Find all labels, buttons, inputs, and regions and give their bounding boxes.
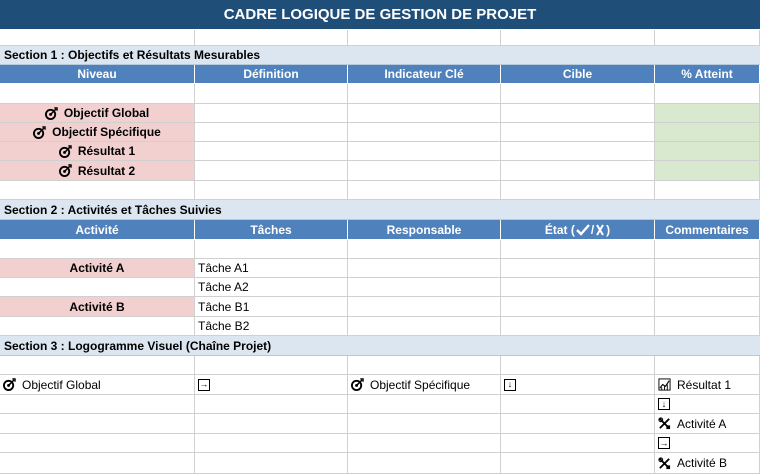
blank-row: [0, 30, 760, 46]
target-icon: [3, 378, 16, 391]
niveau-label: Objectif Spécifique: [52, 125, 161, 139]
section-1-title: Section 1 : Objectifs et Résultats Mesurables: [0, 46, 760, 65]
cell[interactable]: [348, 317, 501, 336]
cell[interactable]: [0, 240, 195, 259]
cell[interactable]: [0, 30, 195, 46]
cell[interactable]: [348, 30, 501, 46]
blank-row: [0, 181, 760, 200]
cell[interactable]: [195, 356, 348, 375]
logogram-row: [0, 375, 760, 395]
cross-icon: [595, 224, 605, 236]
cell[interactable]: [0, 356, 195, 375]
cell[interactable]: [195, 142, 348, 161]
logogram-activite-a[interactable]: [655, 414, 760, 434]
section-3-title: Section 3 : Logogramme Visuel (Chaîne Projet): [0, 336, 760, 356]
cell[interactable]: [0, 434, 195, 453]
cell[interactable]: [0, 317, 195, 336]
logogram-row: [0, 395, 760, 414]
page-title: CADRE LOGIQUE DE GESTION DE PROJET: [0, 0, 760, 30]
section-2-header: [0, 220, 760, 240]
table-row: [0, 278, 760, 297]
header-etat-label: État (: [544, 222, 575, 237]
cell[interactable]: [501, 414, 655, 434]
section-2-title: Section 2 : Activités et Tâches Suivies: [0, 200, 760, 220]
header-commentaires: Commentaires: [655, 220, 760, 240]
cell[interactable]: [348, 453, 501, 474]
cell[interactable]: [0, 395, 195, 414]
task-cell[interactable]: Tâche A1: [195, 259, 348, 278]
niveau-label: Objectif Global: [63, 106, 150, 120]
cell[interactable]: [501, 297, 655, 317]
target-icon: [351, 378, 364, 391]
logogram-label: Activité B: [677, 456, 728, 470]
logogram-row: [0, 414, 760, 434]
logogram-arrow-cell[interactable]: [655, 395, 760, 414]
logogram-objectif-specifique[interactable]: [348, 375, 501, 395]
cell[interactable]: [348, 395, 501, 414]
blank-row: [0, 356, 760, 375]
cell[interactable]: [195, 104, 348, 123]
cell[interactable]: [655, 297, 760, 317]
cell[interactable]: [501, 356, 655, 375]
header-definition: Définition: [195, 65, 348, 84]
logogram-label: Objectif Spécifique: [370, 377, 471, 392]
task-cell[interactable]: Tâche B2: [195, 317, 348, 336]
logogram-objectif-global[interactable]: [0, 375, 195, 395]
target-icon: [33, 126, 46, 139]
cell[interactable]: [501, 434, 655, 453]
cell[interactable]: [501, 395, 655, 414]
cell[interactable]: [501, 453, 655, 474]
cell[interactable]: [501, 278, 655, 297]
check-icon: [576, 224, 590, 236]
cell[interactable]: [0, 414, 195, 434]
cell[interactable]: [195, 181, 348, 200]
target-icon: [59, 145, 72, 158]
cell[interactable]: [501, 30, 655, 46]
header-responsable: Responsable: [348, 220, 501, 240]
table-row: [0, 104, 760, 123]
cell[interactable]: [655, 278, 760, 297]
logogram-label: Objectif Global: [22, 377, 101, 392]
atteint-cell[interactable]: [655, 123, 760, 142]
tools-icon: [658, 457, 671, 470]
niveau-cell[interactable]: [0, 161, 195, 181]
cell[interactable]: [655, 240, 760, 259]
cell[interactable]: [501, 181, 655, 200]
cell[interactable]: [501, 240, 655, 259]
table-row: [0, 142, 760, 161]
cell[interactable]: [348, 142, 501, 161]
table-row: [0, 317, 760, 336]
cell[interactable]: [195, 123, 348, 142]
header-atteint: % Atteint: [655, 65, 760, 84]
cell[interactable]: [501, 104, 655, 123]
blank-row: [0, 84, 760, 104]
niveau-label: Résultat 1: [77, 144, 136, 158]
cell[interactable]: [348, 414, 501, 434]
niveau-cell[interactable]: [0, 142, 195, 161]
atteint-cell[interactable]: [655, 104, 760, 123]
cell[interactable]: [348, 278, 501, 297]
header-indicateur: Indicateur Clé: [348, 65, 501, 84]
cell[interactable]: [195, 395, 348, 414]
cell[interactable]: [0, 453, 195, 474]
task-cell[interactable]: Tâche A2: [195, 278, 348, 297]
arrow-down-icon: ↓: [504, 379, 516, 391]
cell[interactable]: [195, 453, 348, 474]
cell[interactable]: [348, 259, 501, 278]
niveau-label: Résultat 2: [77, 163, 136, 178]
blank-row: [0, 240, 760, 259]
cell[interactable]: [195, 30, 348, 46]
cell[interactable]: [501, 317, 655, 336]
atteint-cell[interactable]: [655, 161, 760, 181]
target-icon: [45, 107, 58, 120]
cell[interactable]: [195, 240, 348, 259]
header-cible: Cible: [501, 65, 655, 84]
logogram-arrow-cell[interactable]: [655, 434, 760, 453]
cell[interactable]: [195, 84, 348, 104]
cell[interactable]: [655, 30, 760, 46]
activity-a-cell[interactable]: Activité A: [0, 259, 195, 278]
table-row: [0, 161, 760, 181]
cell[interactable]: [655, 181, 760, 200]
logogram-row: [0, 434, 760, 453]
logogram-label: Activité A: [677, 416, 727, 431]
cell[interactable]: [348, 434, 501, 453]
cell[interactable]: [195, 161, 348, 181]
niveau-cell[interactable]: [0, 123, 195, 142]
logogram-resultat[interactable]: [655, 375, 760, 395]
cell[interactable]: [348, 181, 501, 200]
cell[interactable]: [195, 434, 348, 453]
logogram-arrow-cell[interactable]: [195, 375, 348, 395]
cell[interactable]: [655, 356, 760, 375]
cell[interactable]: [0, 278, 195, 297]
logogram-activite-b[interactable]: [655, 453, 760, 474]
cell[interactable]: [655, 259, 760, 278]
tools-icon: [658, 417, 671, 430]
header-niveau: Niveau: [0, 65, 195, 84]
table-row: [0, 259, 760, 278]
cell[interactable]: [0, 84, 195, 104]
table-row: [0, 123, 760, 142]
cell[interactable]: [0, 181, 195, 200]
header-taches: Tâches: [195, 220, 348, 240]
table-row: [0, 297, 760, 317]
chart-icon: [658, 378, 671, 391]
cell[interactable]: [348, 297, 501, 317]
logogram-label: Résultat 1: [677, 377, 732, 392]
niveau-cell[interactable]: [0, 104, 195, 123]
target-icon: [59, 164, 72, 177]
atteint-cell[interactable]: [655, 142, 760, 161]
header-etat-slash: /: [590, 222, 595, 237]
logogram-row: [0, 453, 760, 474]
activity-b-cell[interactable]: Activité B: [0, 297, 195, 317]
cell[interactable]: [348, 123, 501, 142]
cell[interactable]: [195, 414, 348, 434]
cell[interactable]: [348, 161, 501, 181]
header-etat-close: ): [606, 222, 611, 237]
cell[interactable]: [655, 84, 760, 104]
cell[interactable]: [501, 84, 655, 104]
section-1-header: [0, 65, 760, 84]
header-activite: Activité: [0, 220, 195, 240]
cell[interactable]: [501, 123, 655, 142]
arrow-right-icon: →: [199, 379, 209, 389]
cell[interactable]: [348, 240, 501, 259]
header-etat: [501, 220, 655, 240]
cell[interactable]: [348, 84, 501, 104]
logogram-arrow-cell[interactable]: [501, 375, 655, 395]
arrow-down-icon: ↓: [658, 398, 670, 410]
cell[interactable]: [348, 356, 501, 375]
cell[interactable]: [501, 259, 655, 278]
cell[interactable]: [348, 104, 501, 123]
cell[interactable]: [501, 161, 655, 181]
arrow-right-icon: →: [659, 437, 669, 448]
task-cell[interactable]: Tâche B1: [195, 297, 348, 317]
cell[interactable]: [655, 317, 760, 336]
cell[interactable]: [501, 142, 655, 161]
